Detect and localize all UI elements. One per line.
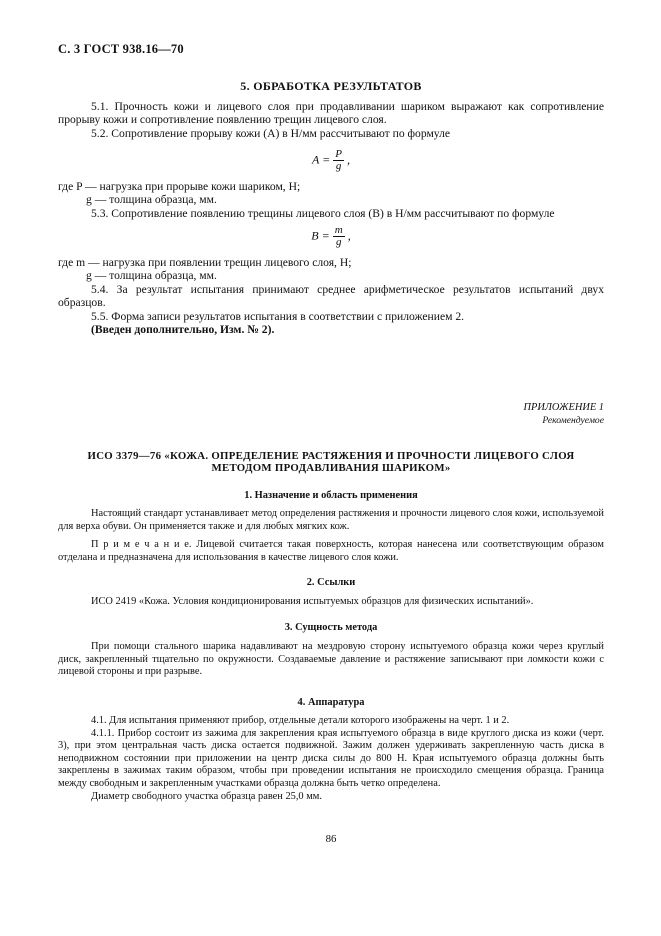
formula-a-fraction (333, 149, 344, 172)
paragraph-5-4: 5.4. За результат испытания принимают среднее арифметическое результатов испытаний двух образцов. (58, 282, 604, 310)
formula-a-numerator: P (335, 148, 342, 160)
section-2-title: 2. Ссылки (306, 577, 356, 588)
page-header: С. 3 ГОСТ 938.16—70 (58, 42, 184, 56)
formula-b-lhs: B = (311, 228, 333, 243)
legend-g-2: g — толщина образца, мм. (86, 269, 217, 283)
paragraph-5-3: 5.3. Сопротивление появлению трещины лицевого слоя (B) в Н/мм рассчитывают по формуле (91, 206, 555, 220)
section-2-paragraph: ИСО 2419 «Кожа. Условия кондиционирования испытуемых образцов для физических испытаний». (91, 596, 534, 607)
formula-a-tail: , (343, 152, 350, 167)
note-text: Лицевой считается такая поверхность, которая нанесена или соответствующим образом отделана и предназначена для использования в качестве лицевого слоя кожи. (58, 539, 604, 563)
paragraph-4-1-1-diameter: Диаметр свободного участка образца равен 25,0 мм. (91, 790, 322, 802)
formula-b-numerator: m (334, 224, 343, 236)
section-1-note (58, 539, 604, 564)
section-3-body (58, 641, 604, 679)
section-1-paragraph: Настоящий стандарт устанавливает метод определения растяжения и прочности лицевого слоя кожи, используемой для верха обуви. Он применяется также и для любых мягких кож. (58, 508, 604, 532)
legend-m: где m — нагрузка при появлении трещин лицевого слоя, Н; (58, 256, 352, 269)
appendix-sublabel: Рекомендуемое (542, 415, 604, 426)
section-2-body (58, 596, 604, 609)
section-3-paragraph: При помощи стального шарика надавливают на мездровую сторону испытуемого образца кожи через круглый диск, закрепленный тщательно по окружности. Создаваемые давление и растяжение записывают при ломкости кожи с лицевой стороны и при разрыве. (58, 641, 604, 678)
legend-p: где P — нагрузка при прорыве кожи шариком, Н; (58, 180, 301, 193)
paragraph-4-1-1: 4.1.1. Прибор состоит из зажима для закрепления края испытуемого образца в виде круглого диска из кожи (черт. 3), при этом центральная часть диска остается подвижной. Зажим должен удерживать закрепленную часть диска в неподвижном состоянии при приложении на центр диска силы до 800 Н. Края испытуемого образца должны быть закреплены в зажимах таким образом, чтобы при проведении испытания не происходило смещения образца. Граница между свободным и закрепленным участками образца должна быть четко определена. (58, 727, 604, 789)
formula-b-tail: , (344, 228, 351, 243)
formula-b-legend (58, 256, 604, 336)
section-4-title: 4. Аппаратура (297, 697, 365, 708)
paragraph-5-2: 5.2. Сопротивление прорыву кожи (A) в Н/мм рассчитывают по формуле (91, 126, 451, 140)
page-number: 86 (325, 833, 337, 845)
formula-b (58, 225, 604, 248)
section-1-title: 1. Назначение и область применения (244, 490, 418, 501)
paragraph-4-1: 4.1. Для испытания применяют прибор, отдельные детали которого изображены на черт. 1 и 2. (91, 715, 510, 726)
appendix-title: ИСО 3379—76 «КОЖА. ОПРЕДЕЛЕНИЕ РАСТЯЖЕНИЯ И ПРОЧНОСТИ ЛИЦЕВОГО СЛОЯ МЕТОДОМ ПРОДАВЛИВАНИЯ ШАРИКОМ» (87, 450, 575, 475)
legend-g: g — толщина образца, мм. (86, 193, 217, 207)
formula-a-lhs: A = (312, 152, 334, 167)
formula-a (58, 149, 604, 172)
formula-a-denominator: g (335, 160, 342, 172)
paragraph-5-1: 5.1. Прочность кожи и лицевого слоя при продавливании шариком выражают как сопротивление прорыву кожи и сопротивление появлению трещин лицевого слоя. (58, 100, 604, 127)
note-label: П р и м е ч а н и е. (91, 539, 192, 551)
section-5-title: 5. ОБРАБОТКА РЕЗУЛЬТАТОВ (240, 79, 422, 93)
appendix-label: ПРИЛОЖЕНИЕ 1 (523, 402, 604, 413)
section-4-body (58, 715, 604, 803)
section-5-body (58, 100, 604, 140)
section-1-body (58, 508, 604, 564)
formula-b-denominator: g (335, 236, 342, 248)
amendment-note: (Введен дополнительно, Изм. № 2). (91, 323, 275, 337)
formula-b-fraction (333, 225, 345, 248)
section-3-title: 3. Сущность метода (284, 622, 378, 633)
paragraph-5-5: 5.5. Форма записи результатов испытания в соответствии с приложением 2. (91, 309, 465, 323)
formula-a-legend (58, 180, 604, 220)
